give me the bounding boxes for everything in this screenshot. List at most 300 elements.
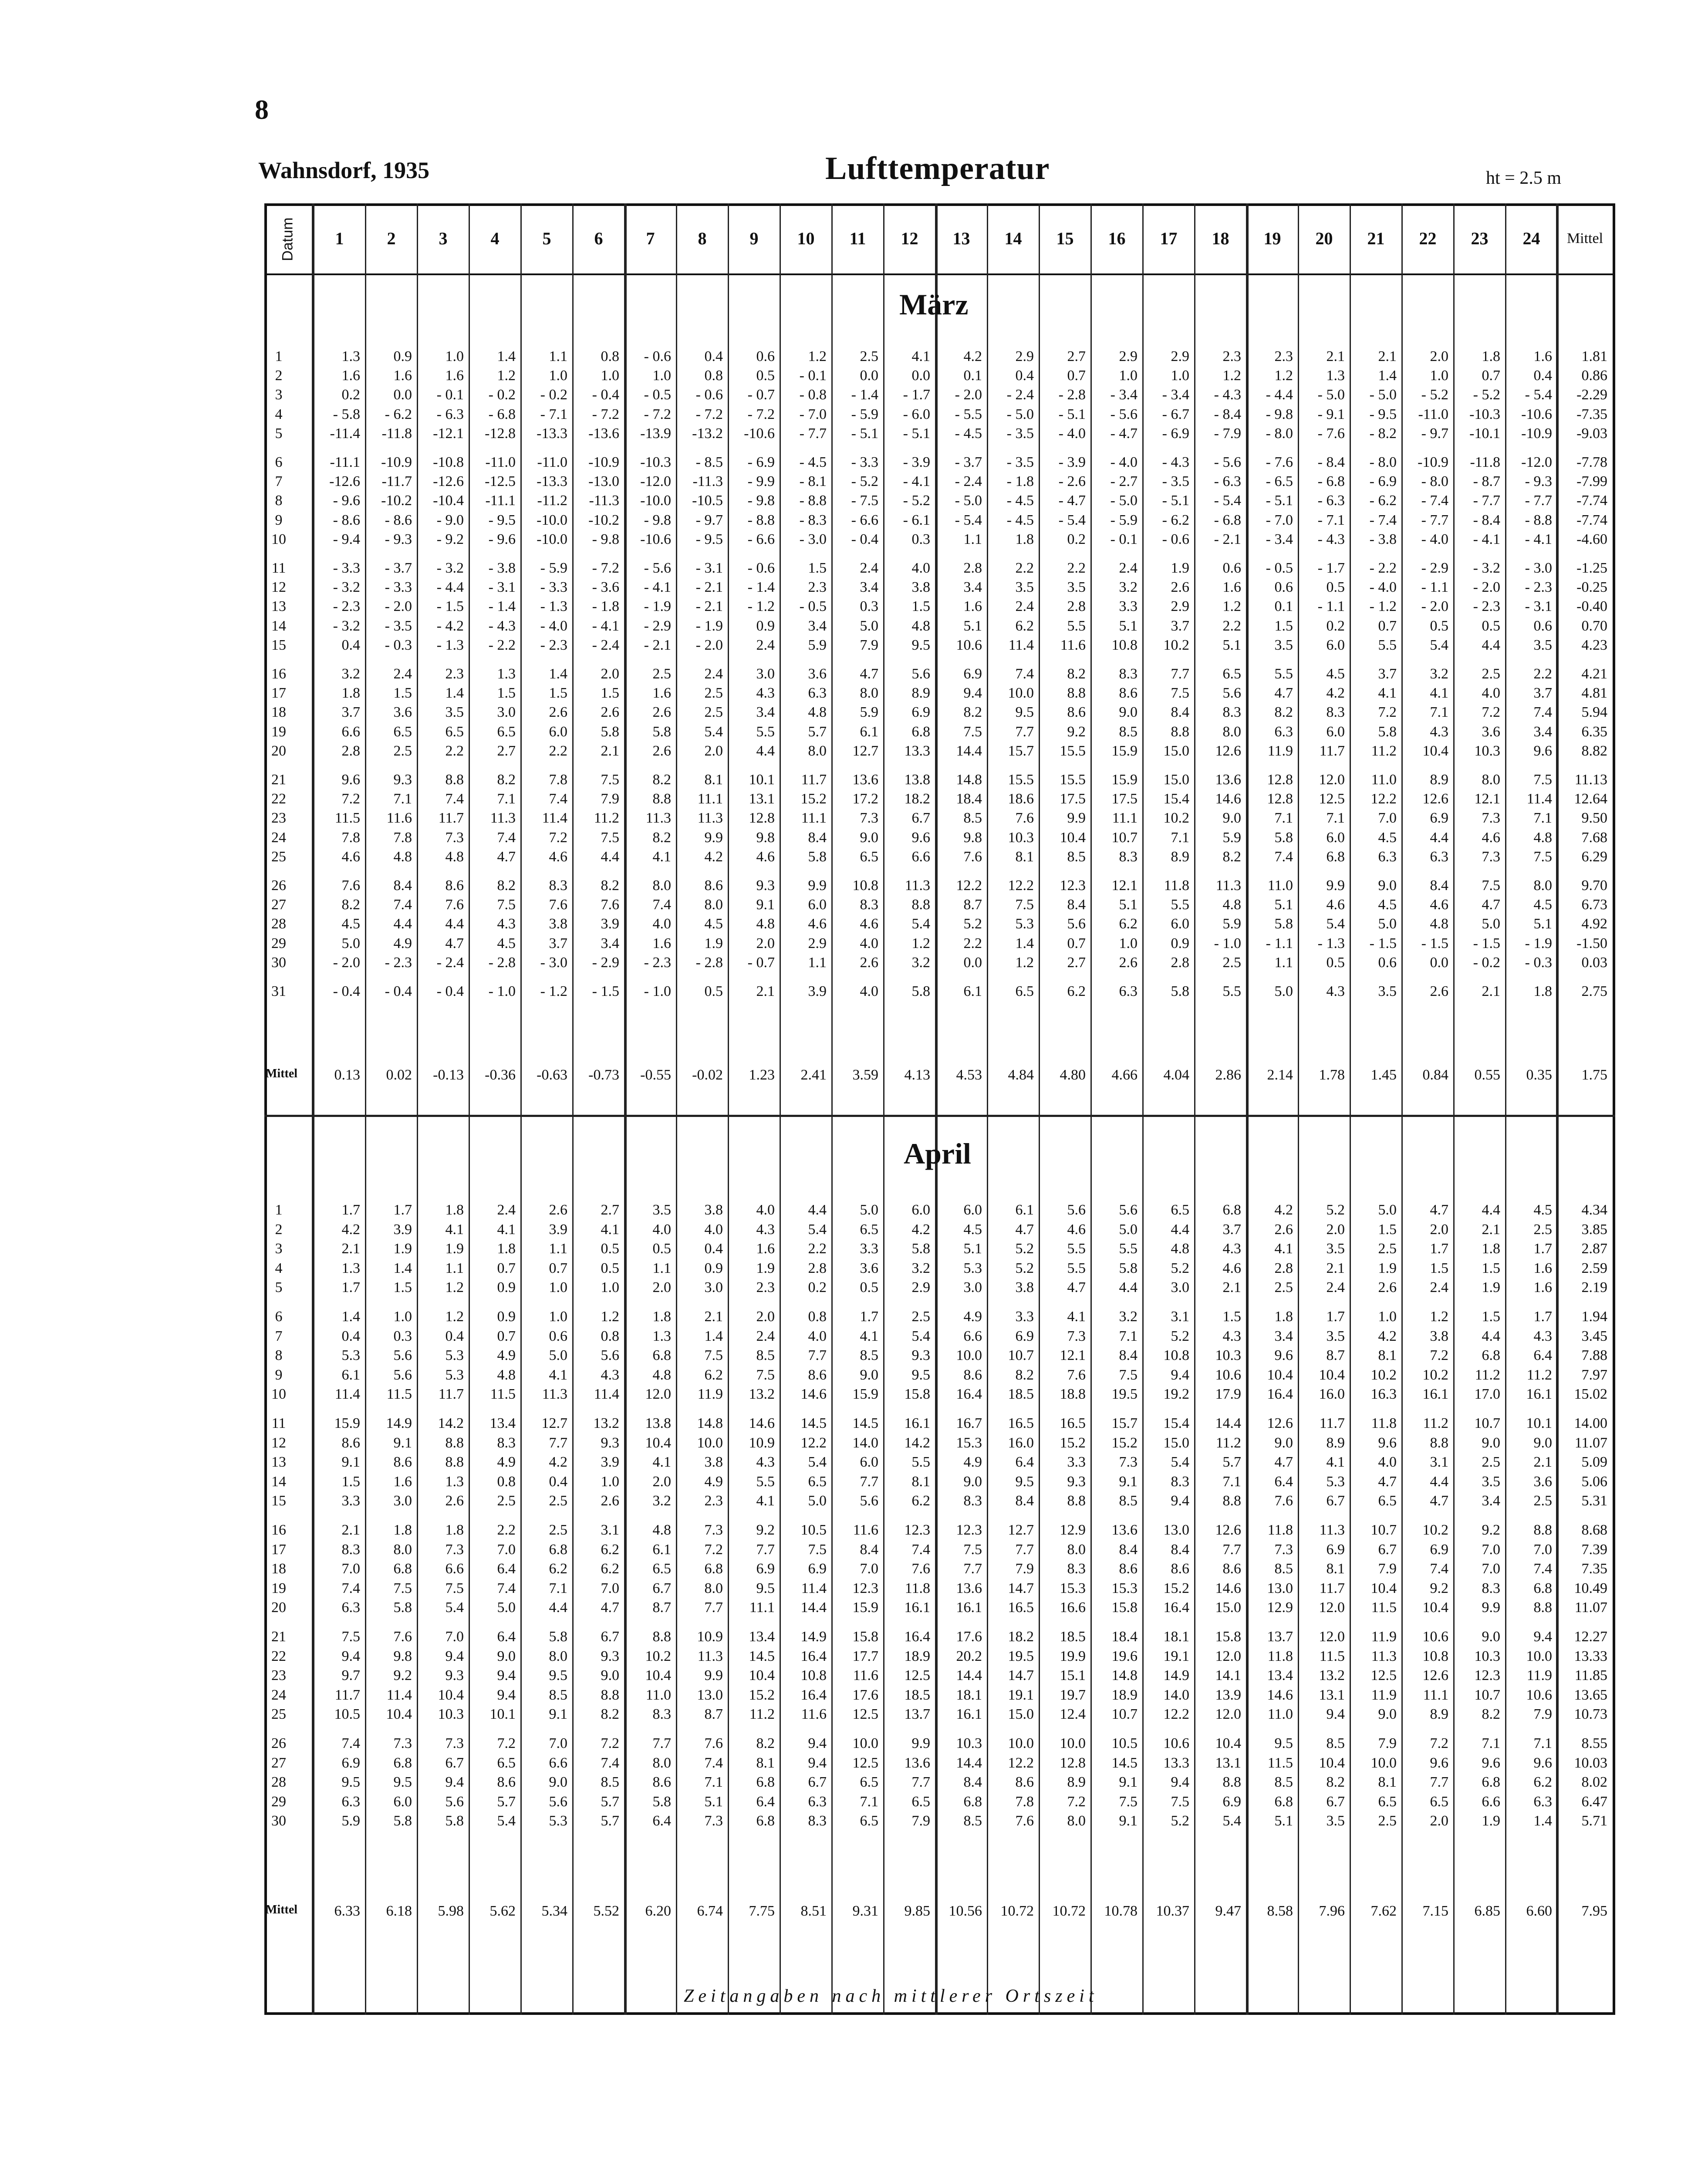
- hour-value: 7.1: [860, 1793, 878, 1810]
- hour-value: 9.8: [393, 1648, 412, 1664]
- hour-value: 1.3: [445, 1473, 464, 1490]
- hour-value: 9.0: [860, 829, 878, 846]
- hour-value: 15.8: [852, 1629, 878, 1645]
- hour-value: 6.9: [1326, 1541, 1345, 1558]
- hour-value: 4.6: [341, 848, 360, 865]
- hour-value: - 7.0: [799, 406, 827, 422]
- hour-value: 2.2: [497, 1522, 516, 1538]
- hour-value: 9.0: [497, 1648, 516, 1664]
- hour-value: 8.1: [1326, 1561, 1345, 1577]
- hour-value: 2.1: [756, 983, 775, 999]
- hourly-mean: 7.96: [1319, 1903, 1345, 1919]
- hour-value: - 2.9: [1421, 560, 1448, 576]
- hour-value: - 1.4: [488, 598, 516, 615]
- daily-mean: 4.81: [1581, 685, 1607, 702]
- hour-value: 14.5: [852, 1415, 878, 1431]
- hour-value: 11.9: [1371, 1687, 1397, 1703]
- hour-value: 4.6: [808, 916, 827, 932]
- hour-value: 2.3: [1222, 348, 1241, 364]
- hour-value: 2.1: [1326, 348, 1345, 364]
- hour-value: 2.5: [1274, 1279, 1293, 1296]
- hour-value: 6.6: [549, 1754, 567, 1771]
- hour-value: - 7.4: [1369, 512, 1397, 528]
- hour-value: 8.5: [601, 1774, 619, 1791]
- hour-value: 7.8: [1015, 1793, 1034, 1810]
- hour-value: 12.2: [1163, 1706, 1189, 1723]
- hour-value: 6.2: [601, 1541, 619, 1558]
- hour-value: 11.6: [801, 1706, 827, 1723]
- hour-value: 7.9: [1378, 1561, 1397, 1577]
- hour-value: 11.5: [334, 810, 360, 827]
- hour-value: 8.9: [1430, 772, 1448, 788]
- daily-mean: 8.82: [1581, 742, 1607, 759]
- hour-value: 12.6: [1215, 742, 1241, 759]
- hour-value: 13.9: [1215, 1687, 1241, 1703]
- hour-value: 10.7: [1008, 1347, 1034, 1364]
- hour-value: 16.1: [1422, 1386, 1448, 1403]
- daily-mean: 7.97: [1581, 1366, 1607, 1383]
- hour-value: 6.8: [393, 1754, 412, 1771]
- hour-value: 12.0: [1215, 1706, 1241, 1723]
- hour-value: 0.5: [704, 983, 723, 999]
- day-number: 26: [271, 877, 286, 894]
- hour-value: 7.7: [756, 1541, 775, 1558]
- hour-value: 8.8: [1222, 1774, 1241, 1791]
- hour-value: - 4.1: [903, 473, 930, 490]
- hour-value: 7.8: [549, 772, 567, 788]
- hour-value: - 3.3: [540, 579, 567, 596]
- hour-value: 7.2: [549, 829, 567, 846]
- hour-value: 5.5: [1274, 666, 1293, 682]
- hour-value: -13.3: [537, 473, 567, 490]
- hour-value: 2.6: [549, 704, 567, 721]
- hour-value: 4.7: [1378, 1473, 1397, 1490]
- day-number: 4: [275, 406, 283, 422]
- hour-value: 1.1: [549, 348, 567, 364]
- hour-value: - 2.2: [488, 637, 516, 653]
- hour-value: 5.7: [808, 723, 827, 740]
- hour-value: 14.4: [800, 1599, 827, 1616]
- hour-value: 2.1: [341, 1522, 360, 1538]
- hour-value: 4.8: [652, 1366, 671, 1383]
- hour-value: 11.5: [1267, 1754, 1293, 1771]
- hour-value: 4.3: [601, 1366, 619, 1383]
- hour-value: 1.7: [1430, 1241, 1448, 1257]
- hourly-mean: 5.52: [593, 1903, 619, 1919]
- hour-value: -13.9: [640, 425, 671, 442]
- hour-value: 5.3: [549, 1813, 567, 1829]
- hour-value: 3.4: [808, 617, 827, 634]
- hour-value: 4.1: [1378, 685, 1397, 702]
- hour-value: 8.6: [445, 877, 464, 894]
- hour-value: 16.0: [1008, 1434, 1034, 1451]
- hour-value: 5.1: [1222, 637, 1241, 653]
- hour-value: - 6.3: [1317, 493, 1345, 509]
- day-number: 29: [271, 935, 286, 951]
- hour-value: 16.1: [904, 1415, 930, 1431]
- hour-value: 8.7: [652, 1599, 671, 1616]
- hour-value: 15.0: [1215, 1599, 1241, 1616]
- hour-value: 4.8: [756, 916, 775, 932]
- day-number: 17: [271, 685, 286, 702]
- hour-value: 8.4: [1119, 1541, 1138, 1558]
- hour-value: 1.8: [393, 1522, 412, 1538]
- hour-value: 8.9: [1326, 1434, 1345, 1451]
- hour-value: - 4.2: [436, 617, 464, 634]
- hour-value: 8.0: [652, 1754, 671, 1771]
- hour-value: 0.4: [704, 348, 723, 364]
- hour-value: 7.7: [1222, 1541, 1241, 1558]
- hour-value: - 0.6: [747, 560, 775, 576]
- hour-value: - 3.0: [540, 954, 567, 971]
- hour-value: - 9.5: [488, 512, 516, 528]
- hour-value: 14.9: [800, 1629, 827, 1645]
- hour-value: - 5.0: [1006, 406, 1034, 422]
- hour-value: 4.4: [1171, 1221, 1189, 1238]
- hour-value: 3.8: [704, 1454, 723, 1471]
- day-number: 23: [271, 810, 286, 827]
- hour-value: 4.7: [1274, 685, 1293, 702]
- hour-value: 0.0: [1430, 954, 1448, 971]
- hour-value: 1.8: [497, 1241, 516, 1257]
- hour-value: 5.8: [601, 723, 619, 740]
- hour-value: - 9.5: [1369, 406, 1397, 422]
- hour-value: 4.5: [704, 916, 723, 932]
- hour-value: 8.6: [341, 1434, 360, 1451]
- hour-value: 2.9: [911, 1279, 930, 1296]
- hour-value: 4.8: [652, 1522, 671, 1538]
- hour-value: -10.2: [381, 493, 412, 509]
- hour-value: 2.4: [1119, 560, 1138, 576]
- hour-value: 1.6: [756, 1241, 775, 1257]
- hour-value: 2.5: [393, 742, 412, 759]
- hour-value: 11.8: [1267, 1648, 1293, 1664]
- hour-value: 2.9: [808, 935, 827, 951]
- hour-value: 15.3: [1060, 1580, 1086, 1596]
- hour-value: 9.1: [1119, 1473, 1138, 1490]
- hour-value: - 5.0: [955, 493, 982, 509]
- hour-value: 2.4: [756, 1328, 775, 1344]
- hour-value: 5.5: [1067, 617, 1086, 634]
- hour-value: 8.7: [963, 897, 982, 913]
- hour-value: - 4.5: [799, 454, 827, 470]
- hour-value: 11.2: [1371, 742, 1397, 759]
- hour-value: 17.0: [1474, 1386, 1500, 1403]
- hour-value: 7.1: [1533, 810, 1552, 827]
- hour-value: 4.7: [1274, 1454, 1293, 1471]
- day-number: 27: [271, 1754, 286, 1771]
- hour-value: 0.5: [1430, 617, 1448, 634]
- hour-value: 7.0: [445, 1629, 464, 1645]
- hour-value: 5.1: [963, 617, 982, 634]
- hour-value: 9.0: [963, 1473, 982, 1490]
- hour-value: - 7.4: [1421, 493, 1448, 509]
- hour-value: 2.0: [756, 935, 775, 951]
- hour-value: 1.5: [1482, 1260, 1500, 1276]
- hour-value: 9.0: [601, 1667, 619, 1684]
- hour-value: 5.0: [1274, 983, 1293, 999]
- footer-note: Zeitangaben nach mittlerer Ortszeit: [684, 1986, 1098, 2006]
- hour-value: 6.5: [860, 1813, 878, 1829]
- hour-value: 9.3: [445, 1667, 464, 1684]
- hourly-mean: 10.78: [1104, 1903, 1138, 1919]
- hour-value: 1.2: [1430, 1309, 1448, 1325]
- hour-value: 8.3: [1222, 704, 1241, 721]
- hour-value: 8.3: [808, 1813, 827, 1829]
- hour-value: 3.9: [601, 916, 619, 932]
- hour-value: 4.5: [963, 1221, 982, 1238]
- day-number: 28: [271, 916, 286, 932]
- hour-value: 0.9: [1171, 935, 1189, 951]
- hour-value: - 9.0: [436, 512, 464, 528]
- hour-value: - 1.0: [644, 983, 671, 999]
- hour-header-19: 19: [1263, 229, 1281, 248]
- hour-value: 6.0: [911, 1202, 930, 1218]
- hour-value: 7.7: [1015, 723, 1034, 740]
- hour-value: 6.4: [756, 1793, 775, 1810]
- hour-value: 1.6: [393, 1473, 412, 1490]
- hour-value: 7.6: [704, 1735, 723, 1751]
- hour-value: 4.1: [549, 1366, 567, 1383]
- hour-value: - 3.8: [488, 560, 516, 576]
- hour-value: - 8.4: [1317, 454, 1345, 470]
- hour-value: 1.8: [1482, 348, 1500, 364]
- hour-value: 10.6: [956, 637, 982, 653]
- hour-value: 2.2: [1222, 617, 1241, 634]
- hour-value: - 4.0: [1110, 454, 1138, 470]
- hour-value: 4.4: [393, 916, 412, 932]
- hour-value: 19.6: [1111, 1648, 1138, 1664]
- hour-value: 7.5: [497, 897, 516, 913]
- hour-value: - 2.0: [333, 954, 360, 971]
- hour-value: 6.4: [497, 1629, 516, 1645]
- hour-value: 8.3: [497, 1434, 516, 1451]
- hour-value: - 2.3: [540, 637, 567, 653]
- hour-value: 4.0: [1482, 685, 1500, 702]
- hour-value: 1.0: [1119, 935, 1138, 951]
- hour-value: 8.8: [1067, 1493, 1086, 1509]
- hour-value: 11.3: [905, 877, 930, 894]
- hour-value: 6.6: [1482, 1793, 1500, 1810]
- hour-value: 8.2: [963, 704, 982, 721]
- hour-value: 10.2: [1370, 1366, 1397, 1383]
- hour-value: 1.4: [1378, 368, 1397, 384]
- hour-value: - 8.8: [747, 512, 775, 528]
- hour-value: - 9.8: [644, 512, 671, 528]
- hour-header-13: 13: [952, 229, 970, 248]
- hour-value: 7.4: [341, 1580, 360, 1596]
- day-number: 2: [275, 1221, 283, 1238]
- hour-value: 7.7: [963, 1561, 982, 1577]
- hour-value: 10.5: [1111, 1735, 1138, 1751]
- hour-value: 1.6: [341, 368, 360, 384]
- hour-value: 8.2: [1222, 848, 1241, 865]
- hour-value: 10.7: [1111, 829, 1138, 846]
- hour-value: - 6.8: [488, 406, 516, 422]
- hour-value: 12.5: [852, 1706, 878, 1723]
- hour-value: 6.8: [1482, 1774, 1500, 1791]
- hour-value: - 5.0: [1317, 387, 1345, 403]
- hour-value: - 6.1: [903, 512, 930, 528]
- hour-value: 4.3: [1222, 1328, 1241, 1344]
- hourly-mean: -0.02: [692, 1067, 723, 1083]
- hour-value: 10.4: [645, 1434, 671, 1451]
- hour-value: 2.2: [1533, 666, 1552, 682]
- hour-value: 2.2: [1067, 560, 1086, 576]
- hour-value: 3.5: [1326, 1328, 1345, 1344]
- hour-value: 10.0: [697, 1434, 723, 1451]
- hour-value: -13.6: [588, 425, 619, 442]
- hour-value: 10.8: [1422, 1648, 1448, 1664]
- hour-value: 16.1: [1526, 1386, 1552, 1403]
- hour-value: 6.5: [860, 1774, 878, 1791]
- hour-value: 14.4: [956, 742, 982, 759]
- hour-value: 14.7: [1008, 1667, 1034, 1684]
- hour-value: - 4.4: [1266, 387, 1293, 403]
- hour-value: 2.6: [1171, 579, 1189, 596]
- hour-value: 13.8: [904, 772, 930, 788]
- hour-value: 6.3: [341, 1599, 360, 1616]
- hour-value: 5.4: [1326, 916, 1345, 932]
- hour-value: 8.8: [1533, 1522, 1552, 1538]
- hour-value: 9.3: [1067, 1473, 1086, 1490]
- hour-value: 2.8: [1067, 598, 1086, 615]
- hour-value: 6.3: [1274, 723, 1293, 740]
- hour-value: 16.1: [956, 1599, 982, 1616]
- hour-value: 7.1: [497, 791, 516, 807]
- hour-value: 3.1: [601, 1522, 619, 1538]
- hour-value: - 5.6: [644, 560, 671, 576]
- hour-value: 6.0: [860, 1454, 878, 1471]
- hour-value: 4.6: [549, 848, 567, 865]
- hour-value: 9.9: [704, 829, 723, 846]
- hourly-mean: 10.72: [1000, 1903, 1034, 1919]
- hour-value: 8.3: [652, 1706, 671, 1723]
- hour-value: 1.9: [1378, 1260, 1397, 1276]
- hour-value: 7.0: [549, 1735, 567, 1751]
- hour-value: 1.1: [1274, 954, 1293, 971]
- hour-value: 0.5: [601, 1241, 619, 1257]
- hour-value: 6.1: [341, 1366, 360, 1383]
- hour-value: 2.0: [1430, 1813, 1448, 1829]
- hour-value: 0.4: [704, 1241, 723, 1257]
- hour-value: 20.2: [956, 1648, 982, 1664]
- hour-value: 8.5: [1119, 723, 1138, 740]
- hour-value: 12.3: [852, 1580, 878, 1596]
- hour-value: 13.3: [904, 742, 930, 759]
- hour-value: 15.4: [1163, 791, 1189, 807]
- hour-value: 7.9: [601, 791, 619, 807]
- hour-value: 7.4: [601, 1754, 619, 1771]
- hour-value: 18.1: [956, 1687, 982, 1703]
- hour-value: 3.4: [860, 579, 878, 596]
- hour-value: 6.7: [1326, 1793, 1345, 1810]
- hour-value: 10.3: [1008, 829, 1034, 846]
- hour-value: 7.1: [1482, 1735, 1500, 1751]
- hour-value: 7.3: [1482, 848, 1500, 865]
- daily-mean: 9.70: [1581, 877, 1607, 894]
- hour-value: 5.0: [497, 1599, 516, 1616]
- daily-mean: 6.73: [1581, 897, 1607, 913]
- hour-value: 6.4: [1274, 1473, 1293, 1490]
- hour-value: 4.6: [1430, 897, 1448, 913]
- hour-value: 7.5: [1015, 897, 1034, 913]
- hour-value: 2.1: [1222, 1279, 1241, 1296]
- hour-value: 2.6: [1378, 1279, 1397, 1296]
- hour-value: 7.1: [1326, 810, 1345, 827]
- hour-value: 3.5: [1015, 579, 1034, 596]
- hour-value: 9.1: [549, 1706, 567, 1723]
- hour-value: - 6.2: [1162, 512, 1189, 528]
- hour-value: 0.8: [808, 1309, 827, 1325]
- hour-value: 11.9: [1371, 1629, 1397, 1645]
- hour-value: 8.4: [1067, 897, 1086, 913]
- hour-value: 9.3: [393, 772, 412, 788]
- hour-value: 8.0: [1067, 1813, 1086, 1829]
- hour-value: 11.2: [1423, 1415, 1448, 1431]
- hour-value: 11.8: [905, 1580, 930, 1596]
- hour-value: 2.7: [601, 1202, 619, 1218]
- hour-value: 8.2: [1274, 704, 1293, 721]
- hour-value: 2.7: [497, 742, 516, 759]
- hour-value: 4.0: [860, 983, 878, 999]
- hour-value: 1.8: [445, 1522, 464, 1538]
- hour-value: - 8.0: [1421, 473, 1448, 490]
- hour-header-16: 16: [1108, 229, 1126, 248]
- hour-value: 8.6: [704, 877, 723, 894]
- hour-value: 2.5: [1533, 1493, 1552, 1509]
- hour-value: 9.9: [1326, 877, 1345, 894]
- hour-value: 5.5: [756, 723, 775, 740]
- hourly-mean: 5.34: [541, 1903, 567, 1919]
- hour-value: 15.5: [1060, 772, 1086, 788]
- hourly-mean: 3.59: [852, 1067, 878, 1083]
- hour-value: 10.3: [1474, 742, 1500, 759]
- hour-value: 12.2: [1008, 1754, 1034, 1771]
- hour-value: 0.2: [341, 387, 360, 403]
- hour-value: 3.6: [1533, 1473, 1552, 1490]
- hour-value: 7.6: [963, 848, 982, 865]
- hour-header-10: 10: [797, 229, 815, 248]
- hour-value: 1.5: [393, 1279, 412, 1296]
- hour-header-2: 2: [387, 229, 396, 248]
- hour-value: - 4.0: [1058, 425, 1086, 442]
- hour-value: 0.5: [1326, 579, 1345, 596]
- hour-value: 1.5: [1274, 617, 1293, 634]
- hour-value: 11.6: [386, 810, 412, 827]
- hour-value: - 4.1: [644, 579, 671, 596]
- hour-value: 7.5: [963, 1541, 982, 1558]
- hour-value: 14.6: [1267, 1687, 1293, 1703]
- hour-value: 10.0: [1370, 1754, 1397, 1771]
- hour-value: 7.5: [1533, 772, 1552, 788]
- hour-value: 5.2: [1171, 1260, 1189, 1276]
- hour-value: 2.0: [601, 666, 619, 682]
- hour-value: 7.1: [1119, 1328, 1138, 1344]
- hour-value: - 3.9: [1058, 454, 1086, 470]
- hour-value: 14.4: [1215, 1415, 1241, 1431]
- hour-value: 2.1: [1482, 1221, 1500, 1238]
- hour-value: 19.1: [1163, 1648, 1189, 1664]
- hour-value: 8.9: [911, 685, 930, 702]
- hour-value: 6.7: [1378, 1541, 1397, 1558]
- hour-value: - 2.0: [695, 637, 723, 653]
- hour-value: 15.0: [1163, 742, 1189, 759]
- hour-value: 9.5: [1015, 1473, 1034, 1490]
- hour-value: 14.6: [1215, 1580, 1241, 1596]
- hour-value: -12.6: [433, 473, 464, 490]
- hour-value: 9.4: [1171, 1493, 1189, 1509]
